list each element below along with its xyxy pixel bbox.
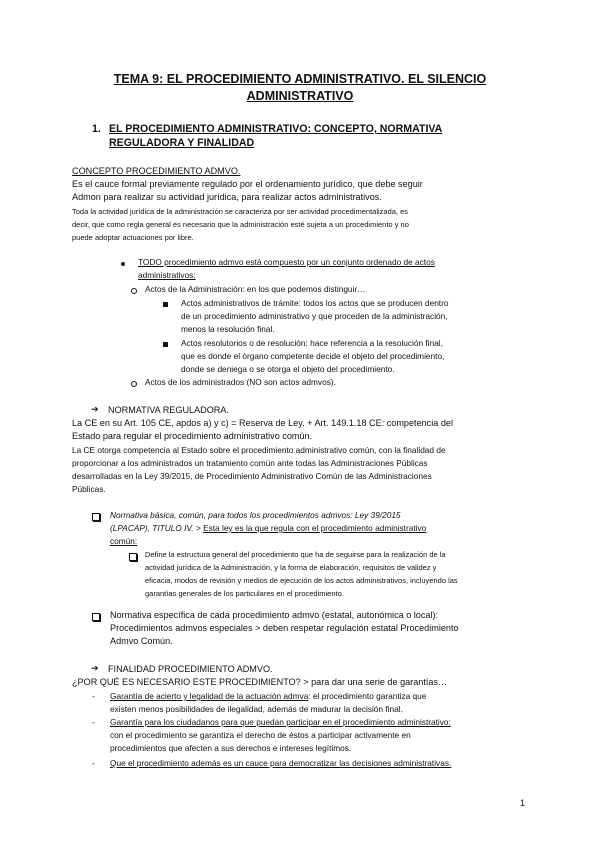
finalidad-d1-rest: : el procedimiento garantiza que (308, 691, 427, 701)
bullet1-line2: administrativos: (138, 270, 196, 280)
concepto-p2-line3: puede adoptar actuaciones por libre. (72, 233, 194, 242)
arrow-icon: ➔ (91, 663, 99, 673)
page-number: 1 (520, 798, 526, 808)
finalidad-question: ¿POR QUÉ ES NECESARIO ESTE PROCEDIMIENTO? > para dar una serie de garantías… (72, 677, 448, 687)
dash-bullet: - (92, 691, 95, 701)
box1-italic-line1: Normativa básica, común, para todos los procedimientos admvos: Ley 39/2015 (110, 510, 401, 520)
normativa-p1-line1: La CE en su Art. 105 CE, apdos a) y c) = Reserva de Ley. + Art. 149.1.18 CE: competencia del (72, 418, 453, 428)
arrow-icon: ➔ (91, 404, 99, 414)
sub-bullet-square (163, 302, 168, 307)
bullet1-sub1a-line2: de un procedimiento administrativo y que proceden de la administración, (181, 311, 448, 321)
section-number: 1. (92, 123, 101, 135)
concepto-p1-line1: Es el cauce formal previamente regulado por el ordenamiento jurídico, que debe seguir (72, 179, 423, 189)
normativa-p2-line2: proporcionar a los administrados un tratamiento común ante todas las Administraciones Públicas (72, 458, 428, 468)
box2-line1: Normativa específica de cada procedimiento admvo (estatal, autonómica o local): (110, 610, 439, 620)
bullet1-sub2: Actos de los administrados (NO son actos admvos). (145, 377, 336, 387)
bullet1-sub1b-line2: que es donde el órgano competente decide el objeto del procedimiento, (181, 351, 445, 361)
normativa-heading: NORMATIVA REGULADORA. (108, 405, 229, 415)
document-title-line1: TEMA 9: EL PROCEDIMIENTO ADMINISTRATIVO. EL SILENCIO (113, 72, 487, 86)
checkbox-bullet-icon (129, 553, 137, 561)
finalidad-d1-under: Garantía de acierto y legalidad de la actuación admva (110, 691, 309, 701)
finalidad-d1-line2: existen menos posibilidades de ilegalidad, además de madurar la decisión final. (110, 704, 403, 714)
finalidad-d1-line1 (110, 690, 426, 702)
box1-italic-line2: (LPACAP), TITULO IV. > (110, 523, 204, 533)
section-heading-line2: REGULADORA Y FINALIDAD (109, 137, 255, 149)
box1-sub-line2: actividad jurídica de la Administración, y la forma de elaboración, requisitos de validez y (145, 563, 437, 572)
bullet-dot (121, 262, 125, 266)
finalidad-heading: FINALIDAD PROCEDIMIENTO ADMVO. (108, 664, 273, 674)
bullet1-sub1: Actos de la Administración: en los que podemos distinguir… (145, 284, 366, 294)
box1-under-line3: común: (110, 536, 138, 546)
normativa-p2-line4: Públicas. (72, 484, 106, 494)
concepto-p1-line2: Admon para realizar su actividad jurídica, para realizar actos administrativos. (72, 192, 382, 202)
bullet1-sub1b-line3: donde se deniega o se otorga el objeto del procedimiento. (181, 364, 395, 374)
document-title-line2: ADMINISTRATIVO (246, 89, 354, 103)
bullet1-line1: TODO procedimiento admvo está compuesto por un conjunto ordenado de actos (138, 257, 435, 267)
normativa-p2-line3: desarrolladas en la Ley 39/2015, de Procedimiento Administrativo Común de las Administraciones (72, 471, 432, 481)
box1-sub-line4: garantías generales de los particulares en el procedimiento. (145, 589, 344, 598)
concepto-p2-line2: decir, que como regla general es necesario que la administración esté sujeta a un procedimiento y no (72, 220, 409, 229)
box1-sub-line3: eficacia, modos de revisión y medios de ejecución de los actos administrativos, incluyendo las (145, 576, 458, 585)
checkbox-bullet-icon (92, 513, 100, 521)
section-heading-line1: EL PROCEDIMIENTO ADMINISTRATIVO: CONCEPTO, NORMATIVA (109, 123, 443, 135)
finalidad-d2-line3: procedimientos que afecten a sus derechos e intereses legítimos. (110, 743, 352, 753)
bullet1-sub1b-line1: Actos resolutorios o de resolución: hace referencia a la resolución final, (181, 338, 443, 348)
box1-under-line2: Esta ley es la que regula con el procedimiento administrativo (203, 523, 427, 533)
finalidad-d2-line2: con el procedimiento se garantiza el derecho de éstos a participar activamente en (110, 730, 411, 740)
box1-sub-line1: Define la estructura general del procedimiento que ha de seguirse para la realización de la (145, 550, 446, 559)
dash-bullet: - (92, 717, 95, 727)
box2-line2: Procedimientos admvos especiales > deben respetar regulación estatal Procedimiento (110, 623, 459, 633)
dash-bullet: - (92, 758, 95, 768)
sub-bullet-square (163, 342, 168, 347)
bullet1-sub1a-line1: Actos administrativos de trámite: todos los actos que se producen dentro (181, 298, 449, 308)
bullet1-sub1a-line3: menos la resolución final. (181, 324, 275, 334)
box1-line2 (110, 522, 426, 534)
box2-line3: Admvo Común. (110, 636, 173, 646)
finalidad-d3-under: Que el procedimiento además es un cauce para democratizar las decisiones administrativas. (110, 758, 452, 768)
checkbox-bullet-icon (92, 613, 100, 621)
normativa-p1-line2: Estado para regular el procedimiento administrativo común. (72, 431, 313, 441)
sub-bullet-circle (131, 381, 137, 387)
normativa-p2-line1: La CE otorga competencia al Estado sobre el procedimiento administrativo común, con la finalidad de (72, 445, 446, 455)
concepto-p2-line1: Toda la actividad jurídica de la administración se caracteriza por ser actividad procedimentalizada, es (72, 207, 409, 216)
finalidad-d2-under: Garantía para los ciudadanos para que puedan participar en el procedimiento administrativo: (110, 717, 451, 727)
sub-bullet-circle (131, 288, 137, 294)
concepto-label: CONCEPTO PROCEDIMIENTO ADMVO. (72, 166, 241, 176)
